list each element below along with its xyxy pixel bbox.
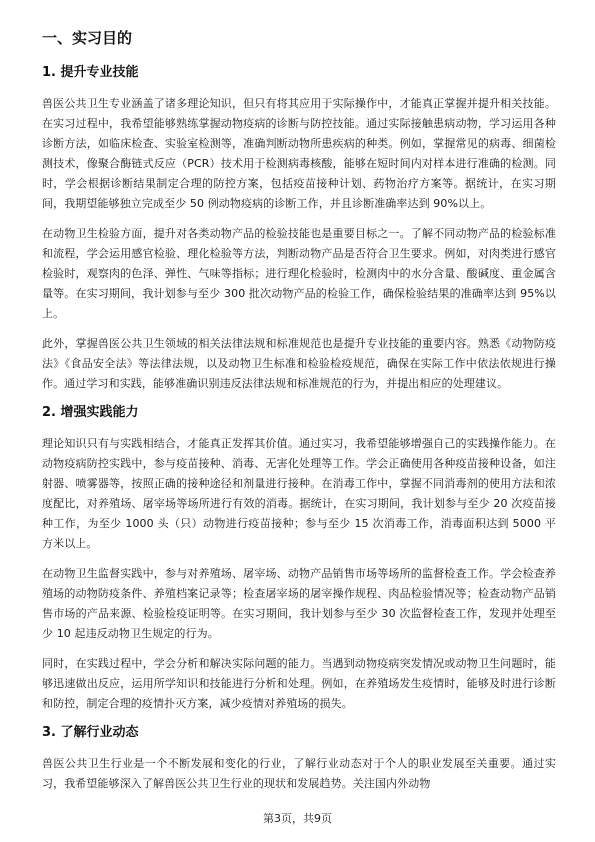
paragraph: 同时，在实践过程中，学会分析和解决实际问题的能力。当遇到动物疫病突发情况或动物卫生问题时，能够迅速做出反应，运用所学知识和技能进行分析和处理。例如，在养殖场发生疫情时，能够及时进行诊断和防控，制定合理的疫情扑灭方案，减少疫情对养殖场的损失。 — [42, 657, 556, 710]
chapter-heading: 一、实习目的 — [42, 29, 133, 47]
page-number-footer: 第3页，共9页 — [263, 812, 332, 825]
paragraph: 理论知识只有与实践相结合，才能真正发挥其价值。通过实习，我希望能够增强自己的实践操作能力。在动物疫病防控实践中，参与疫苗接种、消毒、无害化处理等工作。学会正确使用各种疫苗接种设备，如注射器、喷雾器等，按照正确的接种途径和剂量进行接种。在消毒工作中，掌握不同消毒剂的使用方法和浓度配比，对养殖场、屠宰场等场所进行有效的消毒。据统计，在实习期间，我计划参与至少 20 次疫苗接种工作，为至少 1000 头（只）动物进行疫苗接种；参与至少 15 次消毒工作，消毒面积达到 5000 平方米以上。 — [42, 437, 556, 550]
page-content — [42, 28, 556, 804]
section-industry — [42, 724, 556, 794]
paragraph: 此外，掌握兽医公共卫生领域的相关法律法规和标准规范也是提升专业技能的重要内容。熟悉《动物防疫法》《食品安全法》等法律法规，以及动物卫生标准和检验检疫规范，确保在实际工作中依法依规进行操作。通过学习和实践，能够准确识别违反法律法规和标准规范的行为，并提出相应的处理建议。 — [42, 337, 556, 390]
section-title: 3. 了解行业动态 — [42, 725, 139, 740]
paragraph: 在动物卫生检验方面，提升对各类动物产品的检验技能也是重要目标之一。了解不同动物产品的检验标准和流程，学会运用感官检验、理化检验等方法，判断动物产品是否符合卫生要求。例如，对肉类进行感官检验时，观察肉的色泽、弹性、气味等指标；进行理化检验时，检测肉中的水分含量、酸碱度、重金属含量等。在实习期间，我计划参与至少 300 批次动物产品的检验工作，确保检验结果的准确率达到 95%以上。 — [42, 227, 556, 320]
paragraph: 在动物卫生监督实践中，参与对养殖场、屠宰场、动物产品销售市场等场所的监督检查工作。学会检查养殖场的动物防疫条件、养殖档案记录等；检查屠宰场的屠宰操作规程、肉品检验情况等；检查动物产品销售市场的产品来源、检验检疫证明等。在实习期间，我计划参与至少 30 次监督检查工作，发现并处理至少 10 起违反动物卫生规定的行为。 — [42, 567, 556, 640]
section-practice — [42, 404, 556, 714]
paragraph: 兽医公共卫生专业涵盖了诸多理论知识，但只有将其应用于实际操作中，才能真正掌握并提升相关技能。在实习过程中，我希望能够熟练掌握动物疫病的诊断与防控技能。通过实际接触患病动物，学习运用各种诊断方法，如临床检查、实验室检测等，准确判断动物所患疾病的种类。例如，掌握常见的病毒、细菌检测技术，像聚合酶链式反应（PCR）技术用于检测病毒核酸，能够在短时间内对样本进行准确的检测。同时，学会根据诊断结果制定合理的防控方案，包括疫苗接种计划、药物治疗方案等。据统计，在实习期间，我期望能够独立完成至少 50 例动物疫病的诊断工作，并且诊断准确率达到 90%以上。 — [42, 97, 556, 210]
section-title: 1. 提升专业技能 — [42, 65, 139, 80]
section-skills — [42, 64, 556, 394]
paragraph: 兽医公共卫生行业是一个不断发展和变化的行业，了解行业动态对于个人的职业发展至关重要。通过实习，我希望能够深入了解兽医公共卫生行业的现状和发展趋势。关注国内外动物 — [42, 757, 556, 790]
section-title: 2. 增强实践能力 — [42, 405, 139, 420]
